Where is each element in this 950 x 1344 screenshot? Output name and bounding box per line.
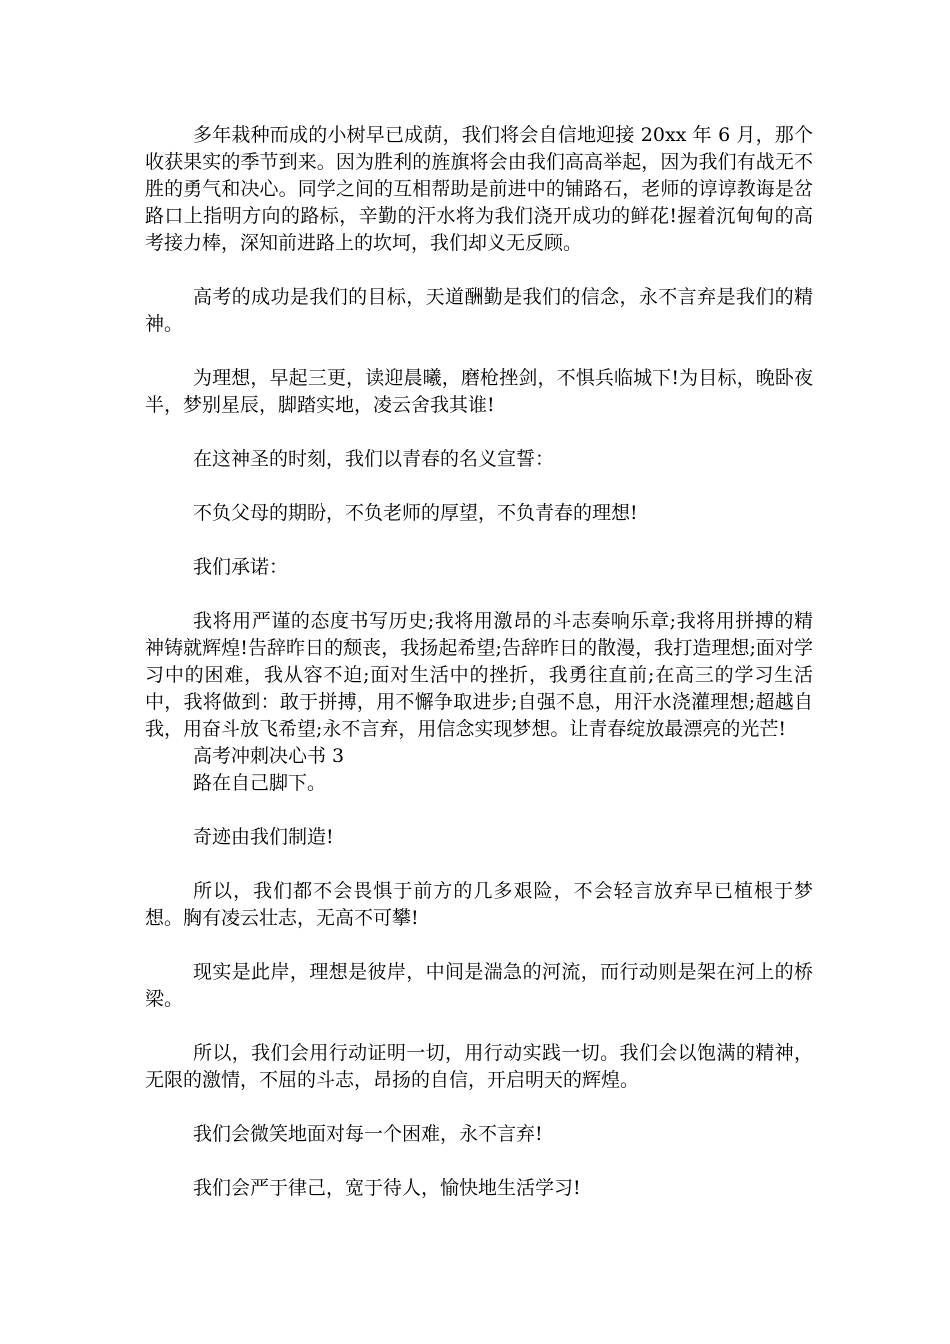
paragraph-14: 我们会严于律己，宽于待人，愉快地生活学习! bbox=[193, 1177, 581, 1199]
paragraph-10: 所以，我们都不会畏惧于前方的几多艰险，不会轻言放弃早已植根于梦想。胸有凌云壮志，无高不可攀! bbox=[145, 880, 813, 929]
paragraph-5: 不负父母的期盼，不负老师的厚望，不负青春的理想! bbox=[193, 502, 638, 524]
section-heading: 高考冲刺决心书 3 bbox=[193, 745, 345, 767]
paragraph-1: 多年栽种而成的小树早已成荫，我们将会自信地迎接 20xx 年 6 月，那个收获果实的季节到来。因为胜利的旌旗将会由我们高高举起，因为我们有战无不胜的勇气和决心。同学之间的互相帮助是前进中的铺路石，老师的谆谆教诲是岔路口上指明方向的路标，辛勤的汗水将为我们浇开成功的鲜花!握着沉甸甸的高考接力棒，深知前进路上的坎坷，我们却义无反顾。 bbox=[145, 124, 813, 254]
paragraph-3: 为理想，早起三更，读迎晨曦，磨枪挫剑，不惧兵临城下!为目标，晚卧夜半，梦别星辰，脚踏实地，凌云舍我其谁! bbox=[145, 367, 813, 416]
paragraph-11: 现实是此岸，理想是彼岸，中间是湍急的河流，而行动则是架在河上的桥梁。 bbox=[145, 961, 813, 1010]
paragraph-4: 在这神圣的时刻，我们以青春的名义宣誓： bbox=[193, 448, 555, 470]
paragraph-2: 高考的成功是我们的目标，天道酬勤是我们的信念，永不言弃是我们的精神。 bbox=[145, 286, 813, 335]
paragraph-6: 我们承诺： bbox=[193, 556, 289, 578]
paragraph-7: 我将用严谨的态度书写历史;我将用激昂的斗志奏响乐章;我将用拼搏的精神铸就辉煌!告辞昨日的颓丧，我扬起希望;告辞昨日的散漫，我打造理想;面对学习中的困难，我从容不迫;面对生活中的挫折，我勇往直前;在高三的学习生活中，我将做到：敢于拼搏，用不懈争取进步;自强不息，用汗水浇灌理想;超越自我，用奋斗放飞希望;永不言弃，用信念实现梦想。让青春绽放最漂亮的光芒! bbox=[145, 610, 813, 740]
paragraph-12: 所以，我们会用行动证明一切，用行动实践一切。我们会以饱满的精神，无限的激情，不屈的斗志，昂扬的自信，开启明天的辉煌。 bbox=[145, 1042, 813, 1091]
document-body bbox=[145, 122, 813, 1229]
paragraph-8: 路在自己脚下。 bbox=[193, 772, 327, 794]
paragraph-9: 奇迹由我们制造! bbox=[193, 826, 334, 848]
paragraph-13: 我们会微笑地面对每一个困难，永不言弃! bbox=[193, 1123, 543, 1145]
